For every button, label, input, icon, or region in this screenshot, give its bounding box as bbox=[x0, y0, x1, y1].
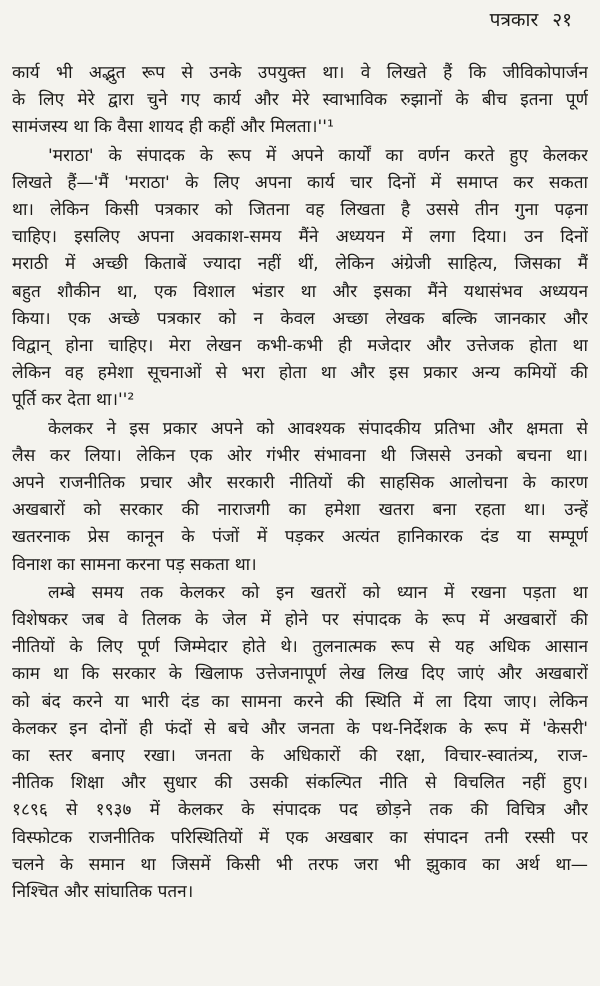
text-line: को बंद करने या भारी दंड का सामना करने की स्थिति में ला दिया जाए। लेकिन bbox=[12, 691, 588, 712]
text-line: विनाश का सामना करना पड़ सकता था। bbox=[12, 554, 257, 575]
text-line: काम था कि सरकार के खिलाफ उत्तेजनापूर्ण लेख लिख दिए जाएं और अखबारों bbox=[12, 664, 588, 685]
text-line: नीतिक शिक्षा और सुधार की उसकी संकल्पित नीति से विचलित नहीं हुए। bbox=[12, 773, 588, 794]
text-line: का स्तर बनाए रखा। जनता के अधिकारों की रक्षा, विचार-स्वातंत्र्य, राज- bbox=[12, 746, 588, 767]
text-line: लैस कर लिया। लेकिन एक ओर गंभीर संभावना थी जिससे उनको बचना था। bbox=[12, 445, 588, 466]
text-line: केलकर ने इस प्रकार अपने को आवश्यक संपादकीय प्रतिभा और क्षमता से bbox=[48, 418, 588, 439]
text-line: किया। एक अच्छे पत्रकार को न केवल अच्छा लेखक बल्कि जानकार और bbox=[12, 308, 588, 329]
text-line: नीतियों के लिए पूर्ण जिम्मेदार होते थे। तुलनात्मक रूप से यह अधिक आसान bbox=[12, 637, 588, 658]
chapter-title: पत्रकार bbox=[489, 9, 539, 31]
text-line: सामंजस्य था कि वैसा शायद ही कहीं और मिलता।''¹ bbox=[12, 117, 334, 138]
text-line: अखबारों को सरकार की नाराजगी का हमेशा खतरा बना रहता था। उन्हें bbox=[12, 500, 588, 521]
paragraph bbox=[12, 143, 588, 415]
text-line: पूर्ति कर देता था।''² bbox=[12, 390, 135, 411]
paragraph bbox=[12, 416, 588, 579]
text-line: 'मराठा' के संपादक के रूप में अपने कार्यों का वर्णन करते हुए केलकर bbox=[48, 145, 588, 166]
text-line: लिखते हैं—'मैं 'मराठा' के लिए अपना कार्य चार दिनों में समाप्त कर सकता bbox=[12, 172, 588, 193]
text-line: चलने के समान था जिसमें किसी भी तरफ जरा भी झुकाव का अर्थ था— bbox=[12, 854, 588, 875]
page-number: २१ bbox=[552, 9, 572, 31]
text-line: खतरनाक प्रेस कानून के पंजों में पड़कर अत्यंत हानिकारक दंड या सम्पूर्ण bbox=[12, 527, 588, 548]
text-line: मराठी में अच्छी किताबें ज्यादा नहीं थीं, लेकिन अंग्रेजी साहित्य, जिसका मैं bbox=[12, 254, 588, 275]
running-header bbox=[490, 6, 572, 34]
text-line: केलकर इन दोनों ही फंदों से बचे और जनता के पथ-निर्देशक के रूप में 'केसरी' bbox=[12, 718, 588, 739]
text-line: कार्य भी अद्भुत रूप से उनके उपयुक्त था। वे लिखते हैं कि जीविकोपार्जन bbox=[12, 63, 588, 83]
text-line: के लिए मेरे द्वारा चुने गए कार्य और मेरे स्वाभाविक रुझानों के बीच इतना पूर्ण bbox=[12, 90, 588, 111]
text-line: अपने राजनीतिक प्रचार और सरकारी नीतियों की साहसिक आलोचना के कारण bbox=[12, 473, 588, 494]
text-line: निश्चित और सांघातिक पतन। bbox=[12, 882, 194, 903]
text-line: १८९६ से १९३७ में केलकर के संपादक पद छोड़ने तक की विचित्र और bbox=[12, 800, 588, 821]
paragraph bbox=[12, 60, 588, 142]
text-line: लेकिन वह हमेशा सूचनाओं से भरा होता था और इस प्रकार अन्य कमियों की bbox=[12, 363, 588, 384]
text-line: लम्बे समय तक केलकर को इन खतरों को ध्यान में रखना पड़ता था bbox=[48, 582, 588, 603]
body-text bbox=[12, 60, 588, 906]
text-line: विद्वान् होना चाहिए। मेरा लेखन कभी-कभी ही मजेदार और उत्तेजक होता था bbox=[12, 336, 588, 357]
text-line: विशेषकर जब वे तिलक के जेल में होने पर संपादक के रूप में अखबारों की bbox=[12, 610, 588, 631]
text-line: चाहिए। इसलिए अपना अवकाश-समय मैंने अध्ययन में लगा दिया। उन दिनों bbox=[12, 227, 588, 248]
text-line: विस्फोटक राजनीतिक परिस्थितियों में एक अखबार का संपादन तनी रस्सी पर bbox=[12, 827, 588, 848]
paragraph bbox=[12, 580, 588, 906]
text-line: था। लेकिन किसी पत्रकार को जितना वह लिखता है उससे तीन गुना पढ़ना bbox=[12, 200, 588, 221]
text-line: बहुत शौकीन था, एक विशाल भंडार था और इसका मैंने यथासंभव अध्ययन bbox=[12, 281, 588, 302]
